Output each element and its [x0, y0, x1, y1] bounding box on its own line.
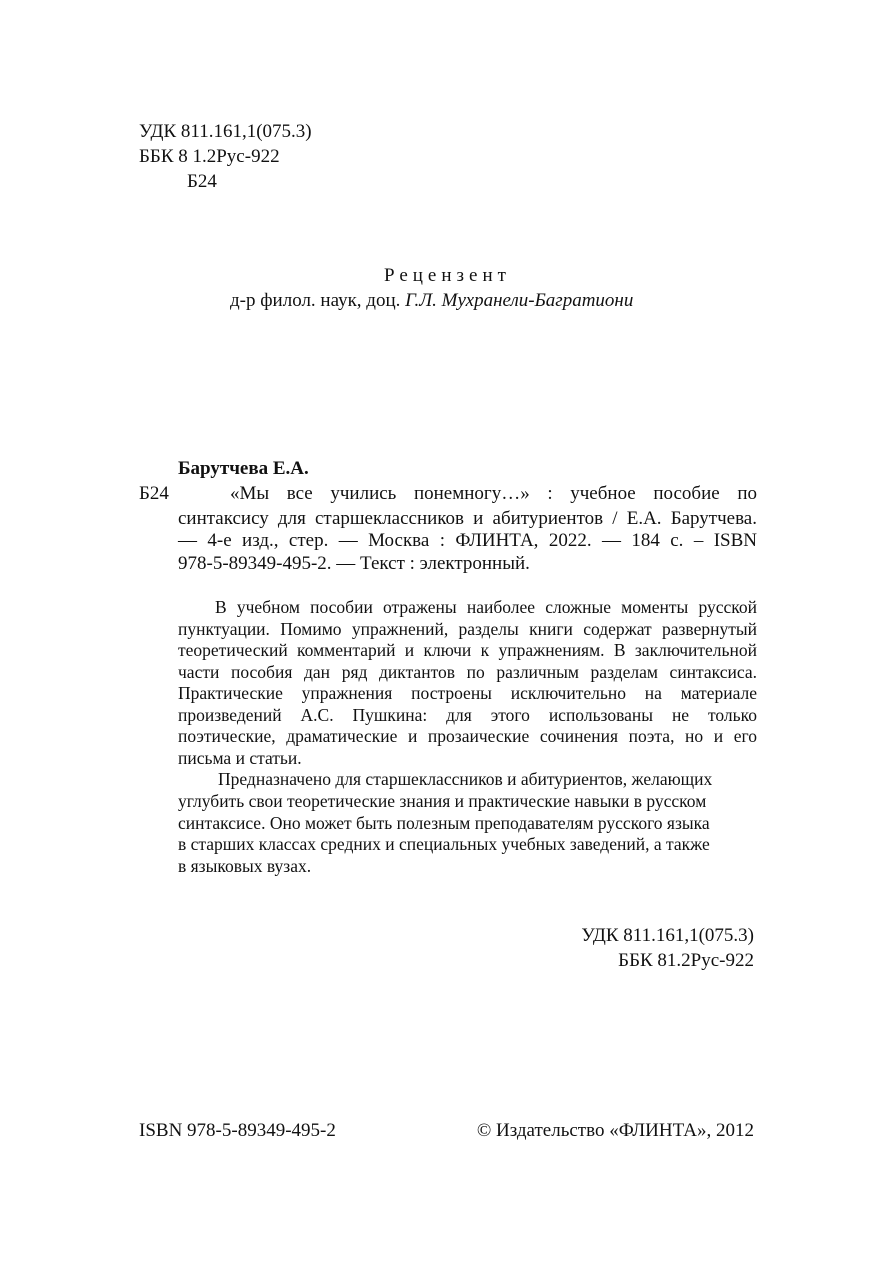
reviewer-line	[230, 289, 633, 313]
abstract-line: в старших классах средних и специальных учебных заведений, а также	[178, 834, 710, 854]
isbn: ISBN 978-5-89349-495-2	[139, 1120, 336, 1141]
abstract-line: пунктуации. Помимо упражнений, разделы книги содержат развернутый	[178, 619, 757, 639]
udk-code-top: УДК 811.161,1(075.3)	[139, 121, 312, 142]
reviewer-heading: Рецензент	[384, 265, 511, 286]
abstract-line: теоретический комментарий и ключи к упражнениям. В заключительной	[178, 640, 757, 660]
udk-code-bottom: УДК 811.161,1(075.3)	[581, 925, 754, 946]
bibliography-line: 978-5-89349-495-2. — Текст : электронный.	[178, 553, 530, 574]
abstract-line: части пособия дан ряд диктантов по различным разделам синтаксиса.	[178, 662, 757, 682]
abstract-line: углубить свои теоретические знания и практические навыки в русском	[178, 791, 707, 811]
bbk-code-bottom: ББК 81.2Рус-922	[618, 950, 754, 971]
bibliography-line: синтаксису для старшеклассников и абитуриентов / Е.А. Барутчева.	[178, 508, 757, 529]
abstract-line: письма и статьи.	[178, 748, 302, 768]
bibliography-line: «Мы все учились понемногу…» : учебное пособие по	[230, 483, 757, 504]
bibliography-mark: Б24	[139, 483, 169, 504]
bibliography-line: — 4-е изд., стер. — Москва : ФЛИНТА, 2022. — 184 с. – ISBN	[178, 530, 757, 551]
reviewer-name: Г.Л. Мухранели-Багратиони	[405, 290, 634, 311]
abstract-line: синтаксисе. Оно может быть полезным преподавателям русского языка	[178, 813, 710, 833]
abstract-line: Предназначено для старшеклассников и абитуриентов, желающих	[218, 769, 713, 789]
bibliography-author: Барутчева Е.А.	[178, 458, 309, 479]
author-mark-top: Б24	[187, 171, 217, 192]
abstract-line: поэтические, драматические и прозаические сочинения поэта, но и его	[178, 726, 757, 746]
reviewer-prefix: д-р филол. наук, доц.	[230, 290, 401, 311]
abstract-line: в языковых вузах.	[178, 856, 312, 876]
copyright: © Издательство «ФЛИНТА», 2012	[476, 1120, 754, 1141]
abstract-line: В учебном пособии отражены наиболее сложные моменты русской	[215, 597, 757, 617]
abstract-line: произведений А.С. Пушкина: для этого использованы не только	[178, 705, 757, 725]
abstract-line: Практические упражнения построены исключительно на материале	[178, 683, 757, 703]
bbk-code-top: ББК 8 1.2Рус-922	[139, 146, 280, 167]
